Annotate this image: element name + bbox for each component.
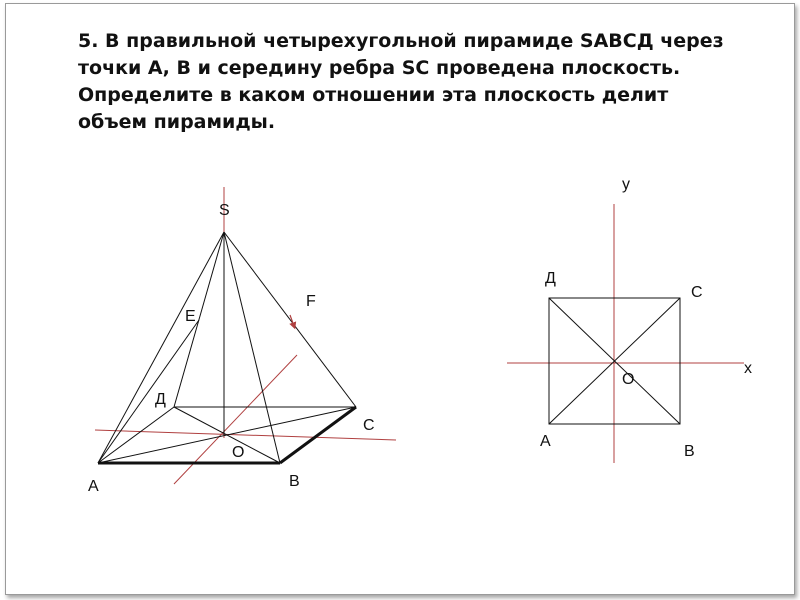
label-y: y bbox=[622, 176, 630, 193]
edge-SC bbox=[224, 232, 356, 407]
square-label-A: A bbox=[540, 433, 551, 450]
pyramid-y-axis bbox=[174, 355, 297, 484]
label-E: E bbox=[185, 308, 196, 325]
label-S: S bbox=[219, 202, 230, 219]
label-A: A bbox=[88, 478, 99, 495]
label-x: x bbox=[744, 360, 752, 377]
label-O: O bbox=[232, 444, 245, 461]
square-label-C: C bbox=[691, 284, 703, 301]
square-label-D: Д bbox=[545, 270, 556, 287]
edge-SB bbox=[224, 232, 280, 463]
edge-SA bbox=[98, 232, 224, 463]
problem-text: 5. В правильной четырехугольной пирамиде SABCД через точки А, В и середину ребра SC проведена плоскость. Определите в каком отношении эта плоскость делит объем пирамиды. bbox=[78, 30, 724, 133]
label-B: B bbox=[289, 473, 300, 490]
edge-SD bbox=[174, 232, 224, 407]
pyramid-diagram bbox=[88, 187, 396, 495]
diagonal-BD bbox=[174, 407, 280, 463]
section-line-AE bbox=[98, 320, 199, 463]
square-label-B: B bbox=[684, 443, 695, 460]
label-F: F bbox=[306, 293, 316, 310]
square-label-O: O bbox=[622, 371, 635, 388]
label-D: Д bbox=[155, 391, 166, 408]
square-diagram bbox=[507, 176, 752, 463]
label-C: C bbox=[363, 417, 375, 434]
